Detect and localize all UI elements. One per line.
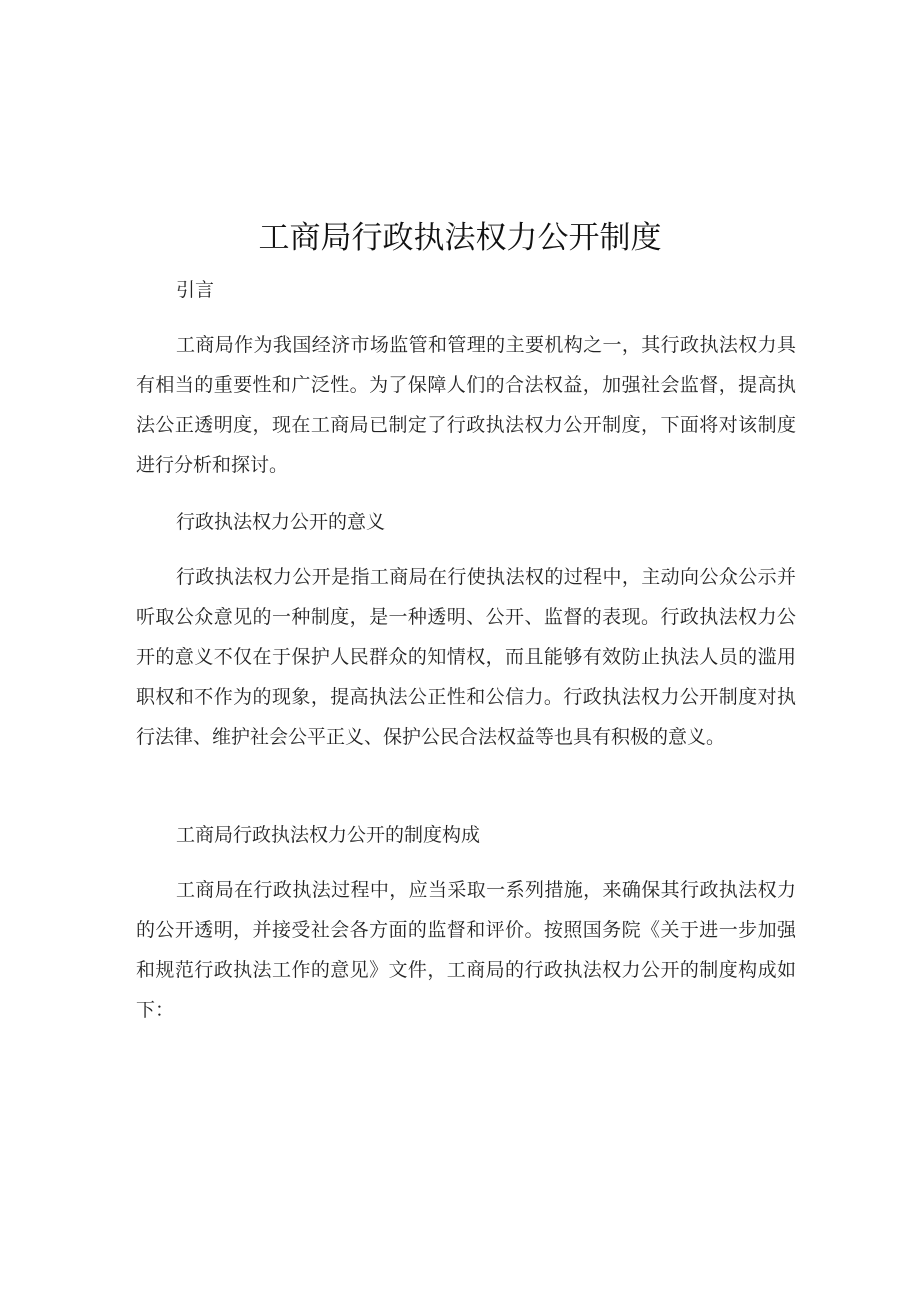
section-heading-composition: 工商局行政执法权力公开的制度构成 — [176, 824, 481, 846]
section-paragraph-intro: 工商局作为我国经济市场监管和管理的主要机构之一，其行政执法权力具有相当的重要性和广泛性。为了保障人们的合法权益，加强社会监督，提高执法公正透明度，现在工商局已制定了行政执法权力公开制度，下面将对该制度进行分析和探讨。 — [136, 334, 796, 476]
section-paragraph-significance: 行政执法权力公开是指工商局在行使执法权的过程中，主动向公众公示并听取公众意见的一种制度，是一种透明、公开、监督的表现。行政执法权力公开的意义不仅在于保护人民群众的知情权，而且能够有效防止执法人员的滥用职权和不作为的现象，提高执法公正性和公信力。行政执法权力公开制度对执行法律、维护社会公平正义、保护公民合法权益等也具有积极的意义。 — [136, 566, 796, 748]
section-heading-intro: 引言 — [176, 279, 215, 301]
section-heading-significance: 行政执法权力公开的意义 — [176, 511, 386, 533]
document-title: 工商局行政执法权力公开制度 — [258, 220, 662, 256]
section-paragraph-composition: 工商局在行政执法过程中，应当采取一系列措施，来确保其行政执法权力的公开透明，并接受社会各方面的监督和评价。按照国务院《关于进一步加强和规范行政执法工作的意见》文件，工商局的行政执法权力公开的制度构成如下： — [136, 879, 796, 1021]
